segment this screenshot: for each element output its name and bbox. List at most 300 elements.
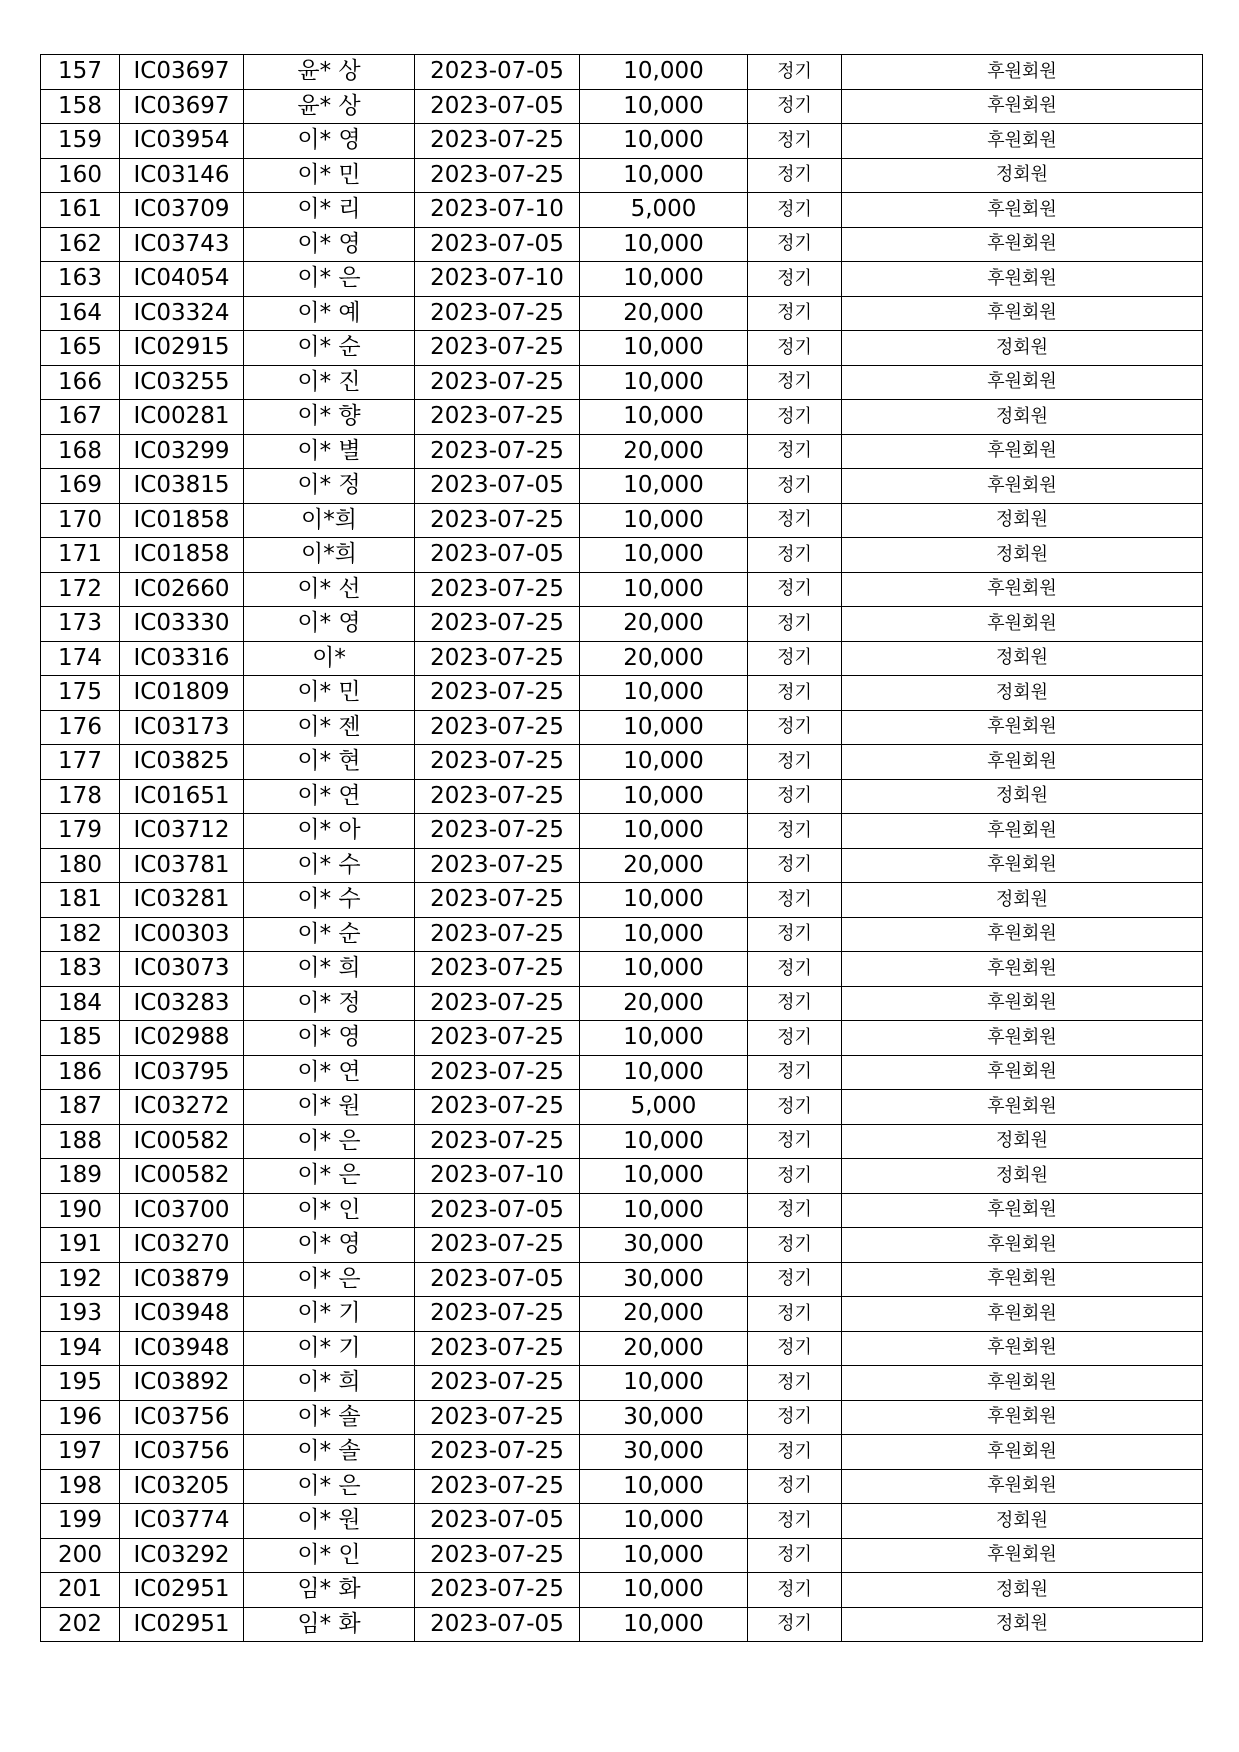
donor-name-cell: 이* 은 [244, 1124, 415, 1159]
payment-date-cell: 2023-07-05 [415, 227, 580, 262]
member-category-cell: 후원회원 [842, 1228, 1203, 1263]
row-number-cell: 157 [41, 55, 120, 90]
payment-date-cell: 2023-07-05 [415, 1193, 580, 1228]
amount-cell: 10,000 [580, 503, 748, 538]
payment-date-cell: 2023-07-10 [415, 1159, 580, 1194]
row-number-cell: 197 [41, 1435, 120, 1470]
payment-type-cell: 정기 [748, 1124, 842, 1159]
payment-type-cell: 정기 [748, 262, 842, 297]
donor-name-cell: 이*희 [244, 503, 415, 538]
payment-date-cell: 2023-07-25 [415, 1297, 580, 1332]
donor-name-cell: 윤* 상 [244, 55, 415, 90]
member-id-cell: IC04054 [120, 262, 244, 297]
donor-name-cell: 이* 기 [244, 1331, 415, 1366]
member-category-cell: 후원회원 [842, 469, 1203, 504]
payment-type-cell: 정기 [748, 745, 842, 780]
payment-type-cell: 정기 [748, 1021, 842, 1056]
payment-date-cell: 2023-07-25 [415, 1573, 580, 1608]
table-row [41, 331, 1203, 366]
amount-cell: 5,000 [580, 193, 748, 228]
table-body [41, 55, 1203, 1642]
donor-name-cell: 이* 은 [244, 262, 415, 297]
table-row [41, 676, 1203, 711]
amount-cell: 30,000 [580, 1228, 748, 1263]
amount-cell: 10,000 [580, 745, 748, 780]
table-row [41, 365, 1203, 400]
donor-name-cell: 이* 아 [244, 814, 415, 849]
member-id-cell: IC03299 [120, 434, 244, 469]
amount-cell: 10,000 [580, 1055, 748, 1090]
table-row [41, 1055, 1203, 1090]
member-id-cell: IC02660 [120, 572, 244, 607]
donor-name-cell: 이* 별 [244, 434, 415, 469]
payment-date-cell: 2023-07-25 [415, 883, 580, 918]
member-id-cell: IC03700 [120, 1193, 244, 1228]
member-id-cell: IC03795 [120, 1055, 244, 1090]
member-id-cell: IC03292 [120, 1538, 244, 1573]
table-row [41, 1262, 1203, 1297]
payment-date-cell: 2023-07-25 [415, 1331, 580, 1366]
member-category-cell: 정회원 [842, 883, 1203, 918]
row-number-cell: 179 [41, 814, 120, 849]
member-id-cell: IC03146 [120, 158, 244, 193]
table-row [41, 89, 1203, 124]
payment-date-cell: 2023-07-05 [415, 1504, 580, 1539]
payment-type-cell: 정기 [748, 193, 842, 228]
donor-name-cell: 이* 원 [244, 1090, 415, 1125]
payment-type-cell: 정기 [748, 779, 842, 814]
table-row [41, 469, 1203, 504]
payment-type-cell: 정기 [748, 1055, 842, 1090]
member-category-cell: 후원회원 [842, 848, 1203, 883]
donor-name-cell: 이* [244, 641, 415, 676]
payment-type-cell: 정기 [748, 89, 842, 124]
payment-date-cell: 2023-07-05 [415, 469, 580, 504]
row-number-cell: 200 [41, 1538, 120, 1573]
member-id-cell: IC03281 [120, 883, 244, 918]
table-row [41, 917, 1203, 952]
donor-name-cell: 이* 은 [244, 1469, 415, 1504]
amount-cell: 20,000 [580, 1297, 748, 1332]
row-number-cell: 166 [41, 365, 120, 400]
row-number-cell: 192 [41, 1262, 120, 1297]
row-number-cell: 182 [41, 917, 120, 952]
table-row [41, 641, 1203, 676]
row-number-cell: 165 [41, 331, 120, 366]
donor-name-cell: 이* 정 [244, 469, 415, 504]
row-number-cell: 195 [41, 1366, 120, 1401]
amount-cell: 20,000 [580, 296, 748, 331]
payment-type-cell: 정기 [748, 400, 842, 435]
payment-date-cell: 2023-07-05 [415, 538, 580, 573]
payment-type-cell: 정기 [748, 1435, 842, 1470]
payment-date-cell: 2023-07-25 [415, 676, 580, 711]
member-id-cell: IC02988 [120, 1021, 244, 1056]
payment-type-cell: 정기 [748, 710, 842, 745]
payment-date-cell: 2023-07-05 [415, 89, 580, 124]
row-number-cell: 164 [41, 296, 120, 331]
row-number-cell: 185 [41, 1021, 120, 1056]
member-id-cell: IC03316 [120, 641, 244, 676]
payment-date-cell: 2023-07-25 [415, 917, 580, 952]
member-category-cell: 후원회원 [842, 1400, 1203, 1435]
member-id-cell: IC02951 [120, 1573, 244, 1608]
member-category-cell: 정회원 [842, 331, 1203, 366]
donor-name-cell: 이* 영 [244, 1228, 415, 1263]
member-id-cell: IC03697 [120, 89, 244, 124]
amount-cell: 30,000 [580, 1262, 748, 1297]
donor-name-cell: 이* 원 [244, 1504, 415, 1539]
payment-date-cell: 2023-07-25 [415, 641, 580, 676]
amount-cell: 10,000 [580, 124, 748, 159]
payment-date-cell: 2023-07-25 [415, 1090, 580, 1125]
donor-name-cell: 이* 순 [244, 917, 415, 952]
donor-name-cell: 이* 희 [244, 952, 415, 987]
payment-date-cell: 2023-07-05 [415, 1262, 580, 1297]
row-number-cell: 174 [41, 641, 120, 676]
amount-cell: 10,000 [580, 1573, 748, 1608]
row-number-cell: 198 [41, 1469, 120, 1504]
table-row [41, 745, 1203, 780]
member-id-cell: IC03283 [120, 986, 244, 1021]
member-id-cell: IC03743 [120, 227, 244, 262]
table-row [41, 883, 1203, 918]
amount-cell: 10,000 [580, 676, 748, 711]
amount-cell: 10,000 [580, 572, 748, 607]
amount-cell: 10,000 [580, 331, 748, 366]
amount-cell: 10,000 [580, 55, 748, 90]
payment-date-cell: 2023-07-25 [415, 1469, 580, 1504]
payment-type-cell: 정기 [748, 952, 842, 987]
member-category-cell: 후원회원 [842, 572, 1203, 607]
member-category-cell: 후원회원 [842, 1193, 1203, 1228]
donor-name-cell: 이* 영 [244, 124, 415, 159]
amount-cell: 10,000 [580, 1159, 748, 1194]
table-row [41, 227, 1203, 262]
member-category-cell: 정회원 [842, 538, 1203, 573]
payment-date-cell: 2023-07-05 [415, 1607, 580, 1642]
payment-date-cell: 2023-07-25 [415, 296, 580, 331]
payment-type-cell: 정기 [748, 1366, 842, 1401]
member-id-cell: IC03073 [120, 952, 244, 987]
amount-cell: 20,000 [580, 1331, 748, 1366]
row-number-cell: 172 [41, 572, 120, 607]
member-category-cell: 정회원 [842, 1159, 1203, 1194]
amount-cell: 20,000 [580, 986, 748, 1021]
table-row [41, 607, 1203, 642]
member-category-cell: 정회원 [842, 1573, 1203, 1608]
table-row [41, 193, 1203, 228]
member-category-cell: 후원회원 [842, 1055, 1203, 1090]
payment-date-cell: 2023-07-25 [415, 1124, 580, 1159]
table-row [41, 158, 1203, 193]
payment-type-cell: 정기 [748, 883, 842, 918]
amount-cell: 10,000 [580, 227, 748, 262]
amount-cell: 10,000 [580, 883, 748, 918]
donor-name-cell: 이* 정 [244, 986, 415, 1021]
row-number-cell: 202 [41, 1607, 120, 1642]
payment-type-cell: 정기 [748, 503, 842, 538]
member-id-cell: IC03330 [120, 607, 244, 642]
amount-cell: 10,000 [580, 814, 748, 849]
row-number-cell: 162 [41, 227, 120, 262]
payment-date-cell: 2023-07-25 [415, 952, 580, 987]
payment-type-cell: 정기 [748, 538, 842, 573]
donor-name-cell: 이* 영 [244, 1021, 415, 1056]
payment-type-cell: 정기 [748, 814, 842, 849]
table-row [41, 400, 1203, 435]
member-category-cell: 정회원 [842, 1504, 1203, 1539]
payment-type-cell: 정기 [748, 331, 842, 366]
table-row [41, 55, 1203, 90]
payment-date-cell: 2023-07-25 [415, 986, 580, 1021]
row-number-cell: 159 [41, 124, 120, 159]
member-category-cell: 후원회원 [842, 262, 1203, 297]
table-row [41, 1228, 1203, 1263]
member-id-cell: IC01858 [120, 538, 244, 573]
payment-date-cell: 2023-07-25 [415, 779, 580, 814]
member-category-cell: 정회원 [842, 1607, 1203, 1642]
row-number-cell: 183 [41, 952, 120, 987]
donor-name-cell: 이* 희 [244, 1366, 415, 1401]
row-number-cell: 193 [41, 1297, 120, 1332]
member-category-cell: 정회원 [842, 1124, 1203, 1159]
member-id-cell: IC03879 [120, 1262, 244, 1297]
member-category-cell: 후원회원 [842, 193, 1203, 228]
row-number-cell: 181 [41, 883, 120, 918]
payment-date-cell: 2023-07-25 [415, 1055, 580, 1090]
table-row [41, 1469, 1203, 1504]
donation-ledger-page [40, 54, 1202, 1642]
table-row [41, 1400, 1203, 1435]
amount-cell: 10,000 [580, 538, 748, 573]
amount-cell: 10,000 [580, 1469, 748, 1504]
payment-type-cell: 정기 [748, 848, 842, 883]
row-number-cell: 201 [41, 1573, 120, 1608]
payment-type-cell: 정기 [748, 1090, 842, 1125]
member-category-cell: 후원회원 [842, 1435, 1203, 1470]
amount-cell: 20,000 [580, 607, 748, 642]
member-category-cell: 후원회원 [842, 917, 1203, 952]
table-row [41, 572, 1203, 607]
payment-type-cell: 정기 [748, 227, 842, 262]
payment-type-cell: 정기 [748, 55, 842, 90]
donor-name-cell: 이* 기 [244, 1297, 415, 1332]
member-id-cell: IC03272 [120, 1090, 244, 1125]
member-id-cell: IC03324 [120, 296, 244, 331]
member-id-cell: IC03712 [120, 814, 244, 849]
table-row [41, 1435, 1203, 1470]
donor-name-cell: 이* 인 [244, 1193, 415, 1228]
amount-cell: 30,000 [580, 1435, 748, 1470]
member-id-cell: IC03948 [120, 1331, 244, 1366]
amount-cell: 10,000 [580, 365, 748, 400]
payment-date-cell: 2023-07-25 [415, 365, 580, 400]
payment-date-cell: 2023-07-05 [415, 55, 580, 90]
table-row [41, 1573, 1203, 1608]
payment-type-cell: 정기 [748, 1573, 842, 1608]
member-id-cell: IC03697 [120, 55, 244, 90]
member-id-cell: IC03815 [120, 469, 244, 504]
member-category-cell: 후원회원 [842, 1090, 1203, 1125]
amount-cell: 10,000 [580, 710, 748, 745]
table-row [41, 1297, 1203, 1332]
amount-cell: 10,000 [580, 1021, 748, 1056]
row-number-cell: 194 [41, 1331, 120, 1366]
donor-name-cell: 임* 화 [244, 1573, 415, 1608]
member-id-cell: IC00582 [120, 1159, 244, 1194]
table-row [41, 262, 1203, 297]
amount-cell: 10,000 [580, 469, 748, 504]
member-id-cell: IC03709 [120, 193, 244, 228]
row-number-cell: 171 [41, 538, 120, 573]
donor-name-cell: 이*희 [244, 538, 415, 573]
donor-name-cell: 이* 민 [244, 676, 415, 711]
amount-cell: 10,000 [580, 917, 748, 952]
member-category-cell: 후원회원 [842, 1021, 1203, 1056]
row-number-cell: 158 [41, 89, 120, 124]
amount-cell: 10,000 [580, 1504, 748, 1539]
payment-type-cell: 정기 [748, 1538, 842, 1573]
payment-date-cell: 2023-07-25 [415, 1021, 580, 1056]
member-id-cell: IC01858 [120, 503, 244, 538]
member-category-cell: 후원회원 [842, 1469, 1203, 1504]
donor-name-cell: 이* 은 [244, 1262, 415, 1297]
table-row [41, 1331, 1203, 1366]
member-id-cell: IC03774 [120, 1504, 244, 1539]
amount-cell: 10,000 [580, 262, 748, 297]
member-id-cell: IC00582 [120, 1124, 244, 1159]
amount-cell: 20,000 [580, 848, 748, 883]
payment-type-cell: 정기 [748, 572, 842, 607]
row-number-cell: 180 [41, 848, 120, 883]
row-number-cell: 168 [41, 434, 120, 469]
member-category-cell: 정회원 [842, 779, 1203, 814]
donor-name-cell: 이* 수 [244, 883, 415, 918]
donor-name-cell: 이* 수 [244, 848, 415, 883]
member-id-cell: IC00281 [120, 400, 244, 435]
amount-cell: 10,000 [580, 1366, 748, 1401]
table-row [41, 1504, 1203, 1539]
payment-type-cell: 정기 [748, 986, 842, 1021]
member-category-cell: 후원회원 [842, 434, 1203, 469]
donor-name-cell: 윤* 상 [244, 89, 415, 124]
row-number-cell: 163 [41, 262, 120, 297]
member-id-cell: IC03948 [120, 1297, 244, 1332]
member-category-cell: 후원회원 [842, 124, 1203, 159]
row-number-cell: 160 [41, 158, 120, 193]
amount-cell: 20,000 [580, 641, 748, 676]
table-row [41, 1607, 1203, 1642]
amount-cell: 10,000 [580, 1193, 748, 1228]
member-id-cell: IC01809 [120, 676, 244, 711]
row-number-cell: 199 [41, 1504, 120, 1539]
member-category-cell: 후원회원 [842, 814, 1203, 849]
member-id-cell: IC02951 [120, 1607, 244, 1642]
donor-name-cell: 이* 솔 [244, 1435, 415, 1470]
payment-type-cell: 정기 [748, 607, 842, 642]
member-category-cell: 후원회원 [842, 296, 1203, 331]
member-category-cell: 후원회원 [842, 986, 1203, 1021]
table-row [41, 1159, 1203, 1194]
member-id-cell: IC02915 [120, 331, 244, 366]
row-number-cell: 161 [41, 193, 120, 228]
member-category-cell: 정회원 [842, 400, 1203, 435]
row-number-cell: 184 [41, 986, 120, 1021]
amount-cell: 10,000 [580, 1124, 748, 1159]
payment-date-cell: 2023-07-25 [415, 1435, 580, 1470]
donor-name-cell: 이* 향 [244, 400, 415, 435]
row-number-cell: 196 [41, 1400, 120, 1435]
member-id-cell: IC03756 [120, 1400, 244, 1435]
row-number-cell: 189 [41, 1159, 120, 1194]
table-row [41, 779, 1203, 814]
table-row [41, 848, 1203, 883]
member-category-cell: 후원회원 [842, 710, 1203, 745]
table-row [41, 503, 1203, 538]
donor-name-cell: 이* 젠 [244, 710, 415, 745]
payment-type-cell: 정기 [748, 469, 842, 504]
member-id-cell: IC03954 [120, 124, 244, 159]
member-id-cell: IC01651 [120, 779, 244, 814]
payment-date-cell: 2023-07-25 [415, 848, 580, 883]
payment-date-cell: 2023-07-25 [415, 158, 580, 193]
table-row [41, 124, 1203, 159]
table-row [41, 710, 1203, 745]
member-id-cell: IC03825 [120, 745, 244, 780]
amount-cell: 20,000 [580, 434, 748, 469]
table-row [41, 1090, 1203, 1125]
member-category-cell: 후원회원 [842, 227, 1203, 262]
payment-type-cell: 정기 [748, 1400, 842, 1435]
member-category-cell: 후원회원 [842, 607, 1203, 642]
payment-date-cell: 2023-07-25 [415, 1366, 580, 1401]
donor-name-cell: 이* 리 [244, 193, 415, 228]
member-category-cell: 후원회원 [842, 55, 1203, 90]
member-category-cell: 후원회원 [842, 1297, 1203, 1332]
table-row [41, 296, 1203, 331]
member-category-cell: 후원회원 [842, 89, 1203, 124]
donor-name-cell: 이* 진 [244, 365, 415, 400]
member-id-cell: IC03270 [120, 1228, 244, 1263]
row-number-cell: 177 [41, 745, 120, 780]
payment-date-cell: 2023-07-25 [415, 814, 580, 849]
table-row [41, 1021, 1203, 1056]
payment-type-cell: 정기 [748, 1193, 842, 1228]
row-number-cell: 175 [41, 676, 120, 711]
payment-type-cell: 정기 [748, 1262, 842, 1297]
payment-date-cell: 2023-07-25 [415, 124, 580, 159]
payment-date-cell: 2023-07-25 [415, 1228, 580, 1263]
member-category-cell: 정회원 [842, 503, 1203, 538]
payment-date-cell: 2023-07-25 [415, 572, 580, 607]
amount-cell: 10,000 [580, 952, 748, 987]
member-id-cell: IC03892 [120, 1366, 244, 1401]
member-category-cell: 정회원 [842, 158, 1203, 193]
table-row [41, 952, 1203, 987]
payment-type-cell: 정기 [748, 1331, 842, 1366]
donor-name-cell: 이* 솔 [244, 1400, 415, 1435]
member-id-cell: IC03173 [120, 710, 244, 745]
amount-cell: 10,000 [580, 400, 748, 435]
donor-name-cell: 이* 영 [244, 227, 415, 262]
table-row [41, 1124, 1203, 1159]
payment-date-cell: 2023-07-25 [415, 745, 580, 780]
member-id-cell: IC03205 [120, 1469, 244, 1504]
payment-date-cell: 2023-07-25 [415, 434, 580, 469]
payment-type-cell: 정기 [748, 641, 842, 676]
donor-name-cell: 이* 민 [244, 158, 415, 193]
